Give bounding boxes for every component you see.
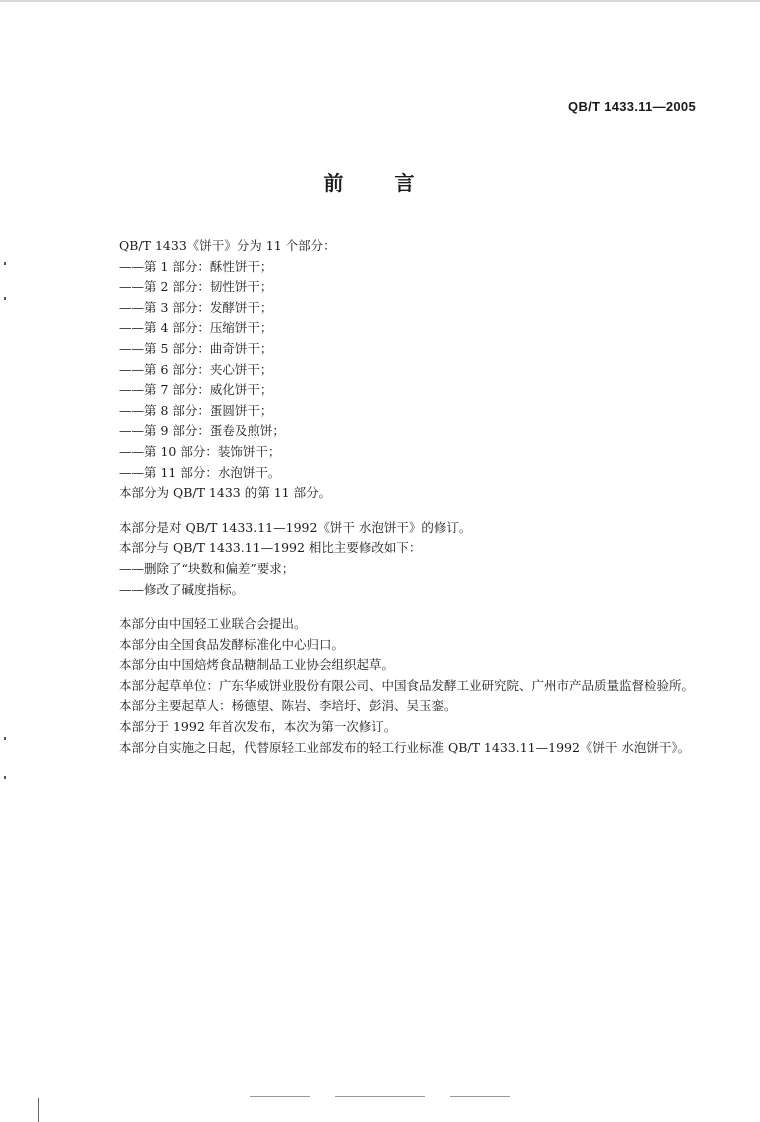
series-part-3: ——第 3 部分：发酵饼干； (119, 299, 273, 315)
series-part-9: ——第 9 部分：蛋卷及煎饼； (119, 423, 285, 439)
change-item-1: ——删除了“块数和偏差”要求； (119, 560, 295, 576)
revision-statement: 本部分是对 QB/T 1433.11—1992《饼干 水泡饼干》的修订。 (119, 519, 472, 535)
footer-rule-right (450, 1096, 510, 1097)
first-published: 本部分于 1992 年首次发布，本次为第一次修订。 (119, 719, 397, 735)
series-part-6: ——第 6 部分：夹心饼干； (119, 361, 273, 377)
scan-speck (4, 737, 6, 740)
change-item-2: ——修改了碱度指标。 (119, 581, 245, 597)
scan-speck (4, 776, 6, 779)
series-intro: QB/T 1433《饼干》分为 11 个部分： (119, 238, 336, 253)
proposed-by: 本部分由中国轻工业联合会提出。 (119, 616, 307, 632)
changes-intro: 本部分与 QB/T 1433.11—1992 相比主要修改如下： (119, 540, 422, 556)
series-part-8: ——第 8 部分：蛋圆饼干； (119, 402, 273, 418)
supersedes-statement: 本部分自实施之日起，代替原轻工业部发布的轻工行业标准 QB/T 1433.11—1992《饼干 水泡饼干》。 (119, 739, 691, 755)
series-part-7: ——第 7 部分：威化饼干； (119, 382, 273, 398)
series-part-2: ——第 2 部分：韧性饼干； (119, 279, 273, 295)
standard-number: QB/T 1433.11—2005 (568, 99, 696, 114)
footer-rule-center (335, 1096, 425, 1097)
series-part-4: ——第 4 部分：压缩饼干； (119, 320, 273, 336)
drafted-by: 本部分由中国焙烤食品糖制品工业协会组织起草。 (119, 657, 395, 673)
drafting-units: 本部分起草单位：广东华威饼业股份有限公司、中国食品发酵工业研究院、广州市产品质量监督检验所。 (119, 677, 695, 693)
main-drafters: 本部分主要起草人：杨德望、陈岩、李培圩、彭涓、吴玉銮。 (119, 698, 457, 714)
series-part-10: ——第 10 部分：装饰饼干； (119, 443, 281, 459)
scan-speck (4, 297, 6, 300)
series-part-5: ——第 5 部分：曲奇饼干； (119, 340, 273, 356)
managed-by: 本部分由全国食品发酵标准化中心归口。 (119, 636, 345, 652)
scan-speck (4, 262, 6, 265)
series-part-1: ——第 1 部分：酥性饼干； (119, 258, 273, 274)
series-part-11: ——第 11 部分：水泡饼干。 (119, 464, 281, 480)
page-title: 前 言 (323, 171, 437, 195)
foreword-body (87, 236, 699, 758)
scan-border-top (0, 0, 760, 2)
this-part-statement: 本部分为 QB/T 1433 的第 11 部分。 (119, 485, 332, 501)
binding-mark (38, 1098, 39, 1122)
footer-rule-left (250, 1096, 310, 1097)
